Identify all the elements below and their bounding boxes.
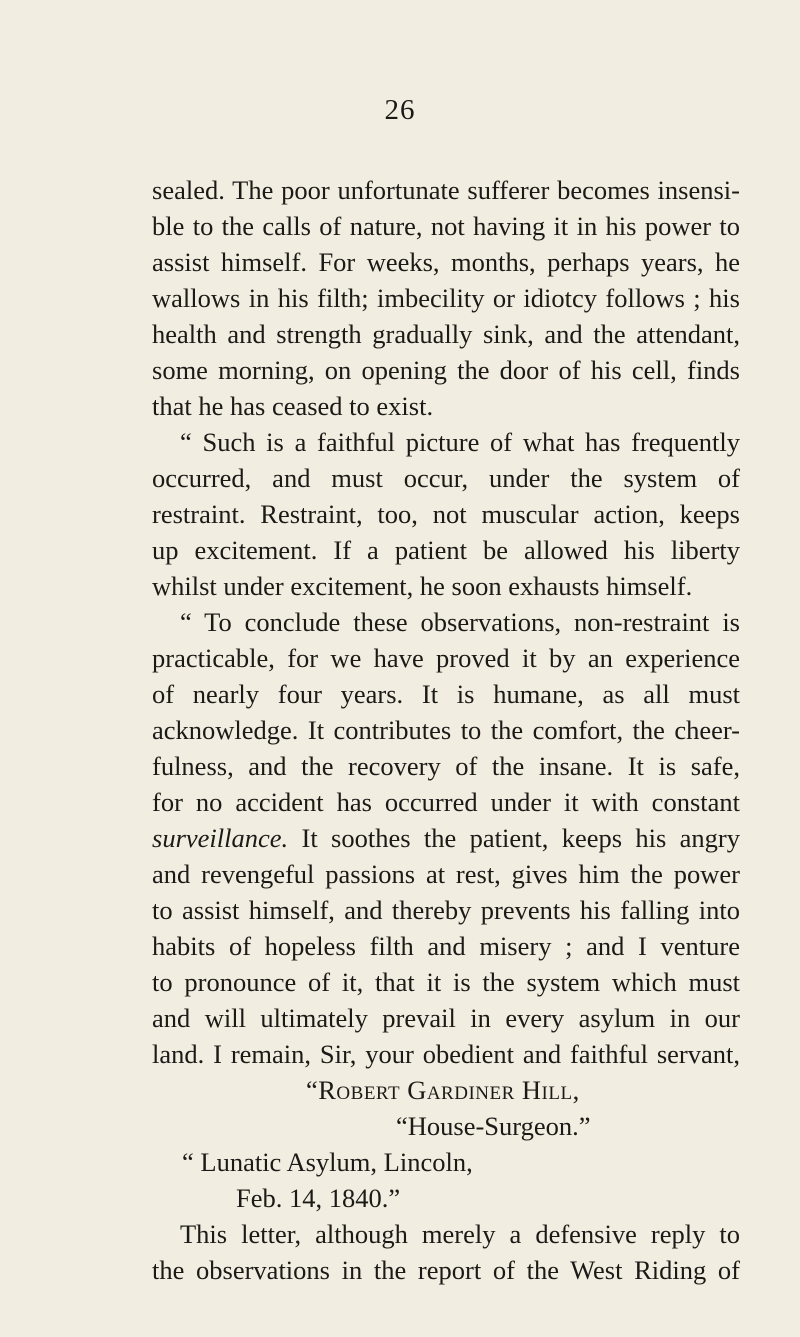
text-line: and will ultimately prevail in every asylum in our xyxy=(152,1003,740,1033)
text-line: health and strength gradually sink, and the attendant, xyxy=(152,319,740,349)
text-line: acknowledge. It contributes to the comfort, the cheer- xyxy=(152,715,740,745)
text-line: of nearly four years. It is humane, as all must xyxy=(152,679,740,709)
text-line: up excitement. If a patient be allowed his liberty xyxy=(152,535,740,565)
text-line: fulness, and the recovery of the insane. It is safe, xyxy=(152,751,740,781)
text-line: “ To conclude these observations, non-restraint is xyxy=(180,607,740,637)
text-line: This letter, although merely a defensive reply to xyxy=(180,1219,740,1249)
signature-title: “House-Surgeon.” xyxy=(396,1111,591,1141)
text-line: wallows in his filth; imbecility or idiotcy follows ; his xyxy=(152,283,740,313)
text-line: the observations in the report of the West Riding of xyxy=(152,1255,740,1285)
signature-place: “ Lunatic Asylum, Lincoln, xyxy=(182,1147,473,1177)
signature-name: “Robert Gardiner Hill, xyxy=(306,1075,580,1105)
italic-phrase: surveillance. xyxy=(152,823,289,853)
text-line: restraint. Restraint, too, not muscular action, keeps xyxy=(152,499,740,529)
body-text xyxy=(152,172,740,1288)
text-line: land. I remain, Sir, your obedient and faithful servant, xyxy=(152,1039,740,1069)
text-line: sealed. The poor unfortunate sufferer becomes insensi- xyxy=(152,175,740,205)
signature-date: Feb. 14, 1840.” xyxy=(236,1183,401,1213)
text-line: to assist himself, and thereby prevents his falling into xyxy=(152,895,740,925)
text-line: that he has ceased to exist. xyxy=(152,391,434,421)
text-line: and revengeful passions at rest, gives him the power xyxy=(152,859,740,889)
text-line: whilst under excitement, he soon exhausts himself. xyxy=(152,571,693,601)
text-line: practicable, for we have proved it by an experience xyxy=(152,643,740,673)
text-line: occurred, and must occur, under the system of xyxy=(152,463,740,493)
text-line: for no accident has occurred under it with constant xyxy=(152,787,740,817)
text-line: assist himself. For weeks, months, perhaps years, he xyxy=(152,247,740,277)
page-number: 26 xyxy=(384,94,416,126)
text-line: ble to the calls of nature, not having it in his power to xyxy=(152,211,740,241)
text-line: some morning, on opening the door of his cell, finds xyxy=(152,355,740,385)
text-line: “ Such is a faithful picture of what has frequently xyxy=(180,427,740,457)
text-line-rest: It soothes the patient, keeps his angry xyxy=(288,823,740,853)
text-line: to pronounce of it, that it is the system which must xyxy=(152,967,740,997)
text-line xyxy=(152,820,740,856)
text-line: habits of hopeless filth and misery ; and I venture xyxy=(152,931,740,961)
